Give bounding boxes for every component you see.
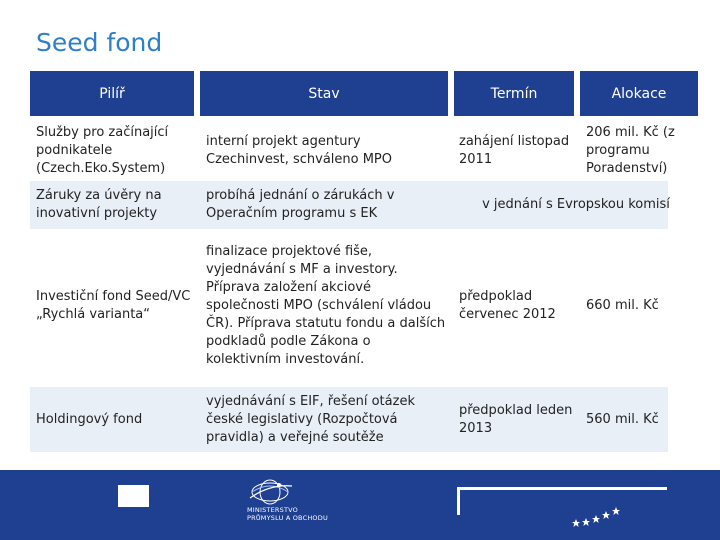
eu-vertical-bar bbox=[457, 487, 460, 515]
table-cell-stav: vyjednávání s EIF, řešení otázek české legislativy (Rozpočtová pravidla) a veřejné soutěže bbox=[206, 393, 415, 445]
table-cell-termin-alokace: v jednání s Evropskou komisí bbox=[482, 197, 670, 212]
table-cell-alokace: 206 mil. Kč (z programu Poradenství) bbox=[586, 125, 675, 176]
table-cell-alokace: 560 mil. Kč bbox=[586, 411, 659, 427]
table-cell-termin: předpoklad leden 2013 bbox=[459, 402, 573, 436]
table-cell-termin: zahájení listopad 2011 bbox=[459, 134, 570, 167]
ministry-logo-icon bbox=[246, 478, 302, 508]
header-pilir: Pilíř bbox=[30, 71, 194, 116]
table-cell-stav: probíhá jednání o zárukách v Operačním programu s EK bbox=[206, 188, 395, 221]
logo-line2: PRŮMYSLU A OBCHODU bbox=[247, 513, 328, 522]
logo-line1: MINISTERSTVO bbox=[247, 506, 298, 514]
header-stav: Stav bbox=[200, 71, 448, 116]
table-cell-termin: předpoklad červenec 2012 bbox=[459, 289, 556, 322]
eu-horizontal-bar bbox=[457, 487, 667, 490]
flag-icon bbox=[118, 485, 149, 507]
header-alokace: Alokace bbox=[580, 71, 698, 116]
table-cell-stav: finalizace projektové fiše, vyjednávání s MF a investory. Příprava založení akciové společnosti MPO (schválení vládou ČR). Příprava statutu fondu a dalších podkladů podle Zákona o kolektivním investování. bbox=[206, 244, 446, 367]
table-cell-alokace: 660 mil. Kč bbox=[586, 298, 659, 313]
logo-text bbox=[247, 507, 328, 522]
table-cell-pilir: Holdingový fond bbox=[36, 411, 143, 427]
table-cell-stav: interní projekt agentury Czechinvest, schváleno MPO bbox=[206, 134, 393, 167]
table-cell-pilir: Služby pro začínající podnikatele (Czech.Eko.System) bbox=[36, 125, 169, 176]
header-termin: Termín bbox=[454, 71, 574, 116]
table-cell-pilir: Investiční fond Seed/VC „Rychlá varianta“ bbox=[36, 289, 191, 322]
eu-stars-icon bbox=[570, 505, 630, 529]
slide-title: Seed fond bbox=[36, 28, 163, 57]
table-cell-pilir: Záruky za úvěry na inovativní projekty bbox=[36, 188, 162, 221]
